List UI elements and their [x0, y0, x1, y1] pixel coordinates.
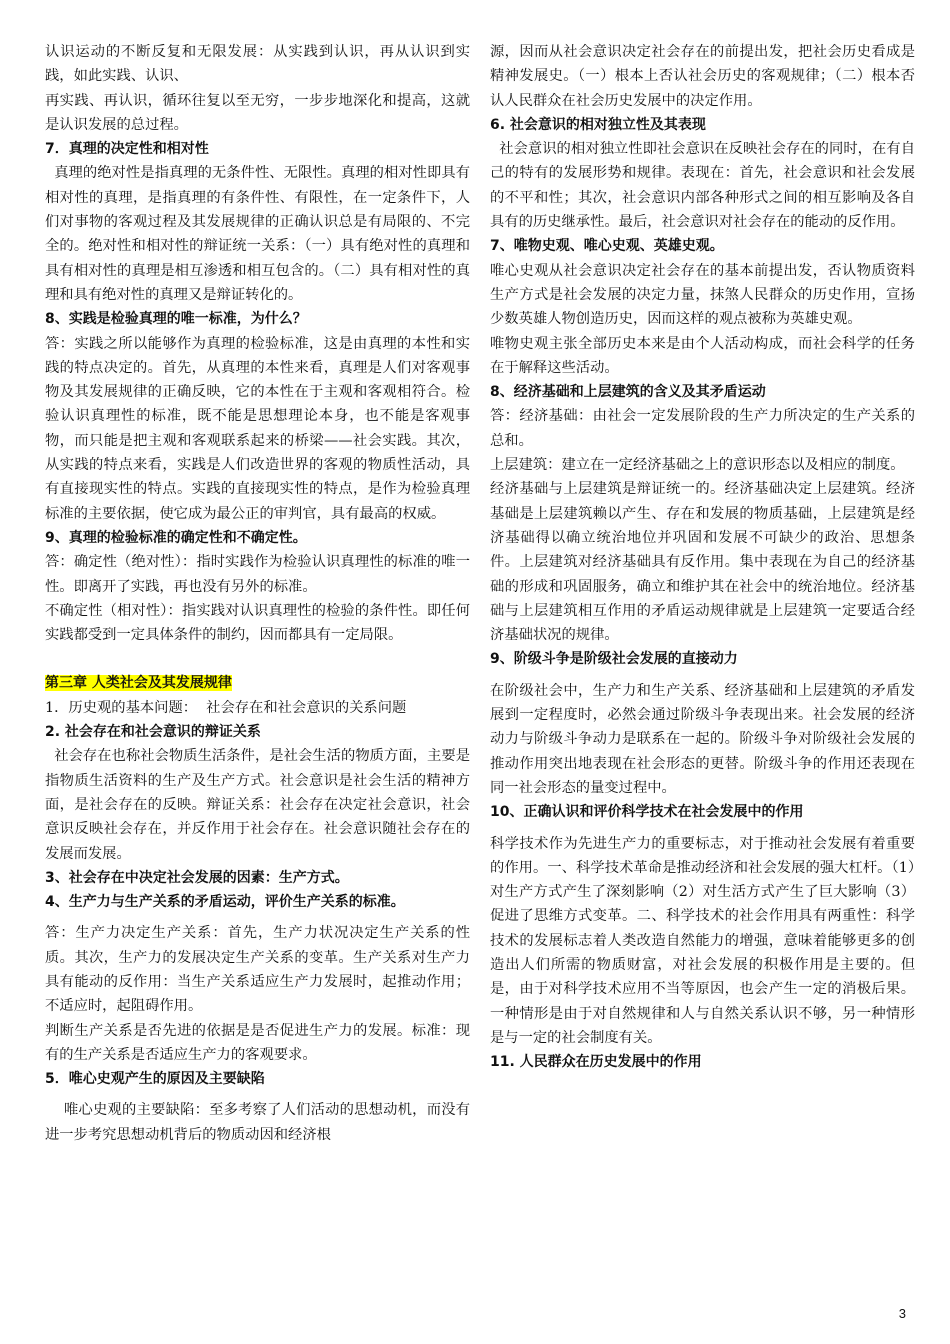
- paragraph: 在阶级社会中，生产力和生产关系、经济基础和上层建筑的矛盾发展到一定程度时，必然会通过阶级斗争表现出来。社会发展的经济动力与阶级斗争动力是联系在一起的。阶级斗争对阶级社会发展的推动作用突出地表现在社会形态的更替。阶级斗争的作用还表现在同一社会形态的量变过程中。: [490, 682, 915, 796]
- paragraph: 认识运动的不断反复和无限发展：从实践到认识，再从认识到实践，如此实践、认识、: [45, 44, 470, 85]
- paragraph: 科学技术作为先进生产力的重要标志，对于推动社会发展有着重要的作用。一、科学技术革命是推动经济和社会发展的强大杠杆。（1）对生产方式产生了深刻影响（2）对生活方式产生了巨大影响（3）促进了思维方式变革。二、科学技术的社会作用具有两重性：科学技术的发展标志着人类改造自然能力的增强，意味着能够更多的创造出人们所需的物质财富，对社会发展的积极作用是主要的。但是，由于对科学技术应用不当等原因，也会产生一定的消极后果。一种情形是由于对自然规律和人与自然关系认识不够，另一种情形是与一定的社会制度有关。: [490, 835, 915, 1046]
- paragraph: 答：生产力决定生产关系：首先，生产力状况决定生产关系的性质。其次，生产力的发展决定生产关系的变革。生产关系对生产力具有能动的反作用：当生产关系适应生产力发展时，起推动作用；不适应时，起阻碍作用。: [45, 925, 470, 1015]
- paragraph: 经济基础与上层建筑是辩证统一的。经济基础决定上层建筑。经济基础是上层建筑赖以产生、存在和发展的物质基础，上层建筑是经济基础得以确立统治地位并巩固和发展不可缺少的政治、思想条件。上层建筑对经济基础具有反作用。集中表现在为自己的经济基础的形成和巩固服务，确立和维护其在社会中的统治地位。经济基础与上层建筑相互作用的矛盾运动规律就是上层建筑一定要适合经济基础状况的规律。: [490, 481, 915, 644]
- section-heading: 7．真理的决定性和相对性: [45, 141, 209, 158]
- section-heading: 10、正确认识和评价科学技术在社会发展中的作用: [490, 804, 804, 821]
- paragraph: 答：经济基础：由社会一定发展阶段的生产力所决定的生产关系的总和。: [490, 408, 915, 449]
- section-heading: 5．唯心史观产生的原因及主要缺陷: [45, 1071, 265, 1088]
- section-heading: 6. 社会意识的相对独立性及其表现: [490, 116, 706, 133]
- paragraph: 再实践、再认识，循环往复以至无穷，一步步地深化和提高，这就是认识发展的总过程。: [45, 92, 470, 133]
- section-heading: 8、实践是检验真理的唯一标准，为什么？: [45, 311, 307, 328]
- paragraph: 唯心史观从社会意识决定社会存在的基本前提出发，否认物质资料生产方式是社会发展的决定力量，抹煞人民群众的历史作用，宣扬少数英雄人物创造历史，因而这样的观点被称为英雄史观。: [490, 262, 915, 328]
- chapter-heading: [45, 671, 470, 695]
- spacer: [45, 647, 470, 671]
- paragraph: 答：确定性（绝对性）：指时实践作为检验认识真理性的标准的唯一性。即离开了实践，再也没有另外的标准。: [45, 554, 470, 595]
- paragraph: 唯物史观主张全部历史本来是由个人活动构成，而社会科学的任务在于解释这些活动。: [490, 335, 915, 376]
- left-column: [45, 40, 470, 1147]
- right-column: [490, 40, 915, 1074]
- paragraph: 唯心史观的主要缺陷：至多考察了人们活动的思想动机，而没有进一步考究思想动机背后的物质动因和经济根: [45, 1102, 471, 1143]
- section-heading: 9、阶级斗争是阶级社会发展的直接动力: [490, 651, 738, 668]
- section-heading: 11. 人民群众在历史发展中的作用: [490, 1054, 702, 1071]
- section-heading: 2. 社会存在和社会意识的辩证关系: [45, 724, 261, 741]
- spacer: [45, 1091, 470, 1098]
- paragraph: 不确定性（相对性）：指实践对认识真理性的检验的条件性。即任何实践都受到一定具体条件的制约，因而都具有一定局限。: [45, 602, 470, 644]
- paragraph: 真理的绝对性是指真理的无条件性、无限性。真理的相对性即具有相对性的真理，是指真理的有条件性、有限性，在一定条件下，人们对事物的客观过程及其发展规律的正确认识总是有局限的、不完全的。绝对性和相对性的辩证统一关系：（一）具有绝对性的真理和具有相对性的真理是相互渗透和相互包含的。（二）具有相对性的真理和具有绝对性的真理又是辩证转化的。: [45, 165, 471, 303]
- paragraph: 答：实践之所以能够作为真理的检验标准，这是由真理的本性和实践的特点决定的。首先，从真理的本性来看，真理是人们对客观事物及其发展规律的正确反映，它的本性在于主观和客观相符合。检验认识真理性的标准，既不能是思想理论本身，也不能是客观事物，而只能是把主观和客观联系起来的桥梁——社会实践。其次，从实践的特点来看，实践是人们改造世界的客观的物质性活动，具有直接现实性的特点。实践的直接现实性的特点，是作为检验真理标准的主要依据，使它成为最公正的审判官，具有最高的权威。: [45, 335, 470, 522]
- paragraph: 上层建筑：建立在一定经济基础之上的意识形态以及相应的制度。: [490, 457, 905, 474]
- section-heading: 4、生产力与生产关系的矛盾运动，评价生产关系的标准。: [45, 894, 405, 911]
- paragraph: 1．历史观的基本问题： 社会存在和社会意识的关系问题: [45, 699, 407, 716]
- section-heading: 8、经济基础和上层建筑的含义及其矛盾运动: [490, 384, 766, 401]
- section-heading: 9、真理的检验标准的确定性和不确定性。: [45, 529, 307, 546]
- page-number: 3: [898, 1306, 906, 1321]
- spacer: [490, 825, 915, 832]
- chapter-heading-text: 第三章 人类社会及其发展规律: [45, 675, 232, 692]
- spacer: [490, 672, 915, 679]
- spacer: [45, 914, 470, 921]
- paragraph: 源，因而从社会意识决定社会存在的前提出发，把社会历史看成是精神发展史。（一）根本上否认社会历史的客观规律；（二）根本否认人民群众在社会历史发展中的决定作用。: [490, 44, 915, 109]
- section-heading: 7、唯物史观、唯心史观、英雄史观。: [490, 238, 724, 255]
- paragraph: 判断生产关系是否先进的依据是是否促进生产力的发展。标准：现有的生产关系是否适应生产力的客观要求。: [45, 1022, 470, 1063]
- section-heading: 3、社会存在中决定社会发展的因素：生产方式。: [45, 869, 349, 886]
- paragraph: 社会意识的相对独立性即社会意识在反映社会存在的同时，在有自己的特有的发展形势和规律。表现在：首先，社会意识和社会发展的不平和性；其次，社会意识内部各种形式之间的相互影响及各自具有的历史继承性。最后，社会意识对社会存在的能动的反作用。: [490, 141, 916, 231]
- paragraph: 社会存在也称社会物质生活条件，是社会生活的物质方面，主要是指物质生活资料的生产及生产方式。社会意识是社会生活的精神方面，是社会存在的反映。辩证关系：社会存在决定社会意识，社会意识反映社会存在，并反作用于社会存在。社会意识随社会存在的发展而发展。: [45, 748, 471, 862]
